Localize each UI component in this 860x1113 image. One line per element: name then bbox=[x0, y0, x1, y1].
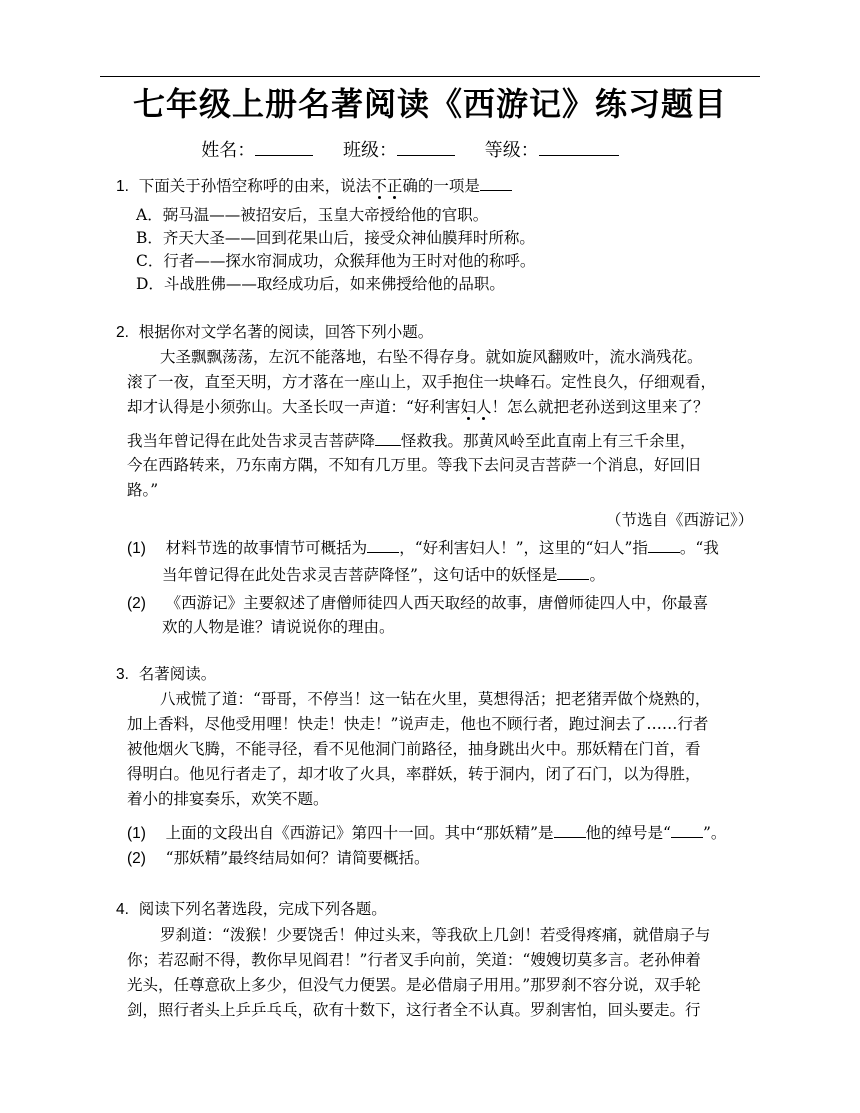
passage-line: 光头，任尊意砍上多少，但没气力便罢。是必借扇子用用。”那罗刹不容分说，双手轮 bbox=[127, 976, 701, 994]
class-label: 班级： bbox=[343, 140, 397, 161]
page-title: 七年级上册名著阅读《西游记》练习题目 bbox=[132, 85, 727, 123]
sub-question-number: (2) bbox=[127, 595, 146, 612]
name-label: 姓名： bbox=[201, 140, 256, 161]
emphasis-dot-char: 不 bbox=[371, 177, 387, 195]
sub-question-1-cont: 当年曾记得在此处告求灵吉菩萨降怪”，这句话中的妖怪是 。 bbox=[162, 563, 605, 587]
passage-line: 大圣飘飘荡荡，左沉不能落地，右坠不得存身。就如旋风翻败叶，流水淌残花。 bbox=[160, 348, 703, 366]
question-4-stem: 4. 阅读下列名著选段，完成下列各题。 bbox=[116, 900, 387, 918]
question-1-stem: 1. 下面关于孙悟空称呼的由来，说法不正确的一项是 bbox=[116, 174, 512, 198]
class-blank[interactable] bbox=[397, 137, 455, 156]
answer-blank[interactable] bbox=[557, 563, 589, 580]
passage-line: 剑，照行者头上乒乒乓乓，砍有十数下，这行者全不认真。罗刹害怕，回头要走。行 bbox=[127, 1001, 701, 1019]
passage-line: 八戒慌了道：“哥哥，不停当！这一钻在火里，莫想得活；把老猪弄做个烧熟的， bbox=[160, 690, 711, 708]
question-3-stem: 3. 名著阅读。 bbox=[116, 665, 217, 683]
passage-line: 滚了一夜，直至天明，方才落在一座山上，双手抱住一块峰石。定性良久，仔细观看， bbox=[127, 373, 717, 391]
passage-line: 被他烟火飞腾，不能寻径，看不见他洞门前路径，抽身跳出火中。那妖精在门首，看 bbox=[127, 740, 701, 758]
sub-question-1: (1) 上面的文段出自《西游记》第四十一回。其中“那妖精”是 他的绰号是“ ”。 bbox=[127, 821, 726, 845]
passage-line: 却才认得是小须弥山。大圣长叹一声道：“好利害妇人！怎么就把老孙送到这里来了？ bbox=[127, 398, 709, 416]
passage-line: 我当年曾记得在此处告求灵吉菩萨降 怪救我。那黄风岭至此直南上有三千余里， bbox=[127, 429, 696, 453]
passage-line: 罗刹道：“泼猴！少要饶舌！伸过头来，等我砍上几剑！若受得疼痛，就借扇子与 bbox=[160, 926, 711, 944]
question-2-stem: 2. 根据你对文学名著的阅读，回答下列小题。 bbox=[116, 323, 434, 341]
passage-line: 你；若忍耐不得，教你早见阎君！”行者叉手向前，笑道：“嫂嫂切莫多言。老孙伸着 bbox=[127, 951, 701, 969]
option-d: D．斗战胜佛——取经成功后，如来佛授给他的品职。 bbox=[136, 275, 505, 293]
option-a: A．弼马温——被招安后，玉皇大帝授给他的官职。 bbox=[136, 206, 489, 224]
answer-blank[interactable] bbox=[554, 821, 586, 838]
sub-question-2: (2) “那妖精”最终结局如何？请简要概括。 bbox=[127, 849, 430, 867]
grade-blank[interactable] bbox=[539, 137, 619, 156]
student-info-row bbox=[0, 137, 820, 164]
answer-blank[interactable] bbox=[671, 821, 703, 838]
grade-field[interactable] bbox=[485, 137, 619, 164]
answer-blank[interactable] bbox=[375, 429, 401, 446]
class-field[interactable] bbox=[343, 137, 455, 164]
option-b: B．齐天大圣——回到花果山后，接受众神仙膜拜时所称。 bbox=[136, 229, 535, 247]
passage-line: 今在西路转来，乃东南方隅，不知有几万里。等我下去问灵吉菩萨一个消息，好回旧 bbox=[127, 456, 701, 474]
sub-question-1: (1) 材料节选的故事情节可概括为 ，“好利害妇人！”，这里的“妇人”指 。“我 bbox=[127, 536, 719, 560]
sub-question-number: (1) bbox=[127, 540, 146, 557]
sub-question-2: (2) 《西游记》主要叙述了唐僧师徒四人西天取经的故事，唐僧师徒四人中，你最喜 bbox=[127, 594, 709, 612]
answer-blank[interactable] bbox=[648, 536, 680, 553]
answer-blank[interactable] bbox=[480, 174, 512, 191]
emphasis-dot-char: 妇 bbox=[460, 398, 476, 416]
emphasis-dot-char: 正 bbox=[386, 177, 403, 195]
sub-question-number: (2) bbox=[127, 850, 146, 867]
top-rule bbox=[100, 76, 760, 77]
passage-line: 加上香料，尽他受用哩！快走！快走！”说声走，他也不顾行者，跑过涧去了……行者 bbox=[127, 715, 709, 733]
passage-line: 着小的排宴奏乐，欢笑不题。 bbox=[127, 790, 329, 808]
answer-blank[interactable] bbox=[367, 536, 399, 553]
emphasis-dot-char: 人 bbox=[475, 398, 492, 416]
question-number: 4. bbox=[116, 901, 129, 918]
question-number: 2. bbox=[116, 324, 129, 341]
passage-line: 得明白。他见行者走了，却才收了火具，率群妖，转于洞内，闭了石门，以为得胜， bbox=[127, 765, 701, 783]
name-blank[interactable] bbox=[255, 137, 313, 156]
grade-label: 等级： bbox=[484, 140, 539, 161]
passage-source: （节选自《西游记》） bbox=[606, 511, 754, 529]
sub-question-2-cont: 欢的人物是谁？请说说你的理由。 bbox=[162, 618, 395, 636]
passage-line: 路。” bbox=[127, 481, 159, 499]
option-c: C．行者——探水帘洞成功，众猴拜他为王时对他的称呼。 bbox=[136, 252, 536, 270]
question-number: 1. bbox=[116, 178, 129, 195]
name-field[interactable] bbox=[201, 137, 313, 164]
sub-question-number: (1) bbox=[127, 825, 146, 842]
question-number: 3. bbox=[116, 666, 129, 683]
